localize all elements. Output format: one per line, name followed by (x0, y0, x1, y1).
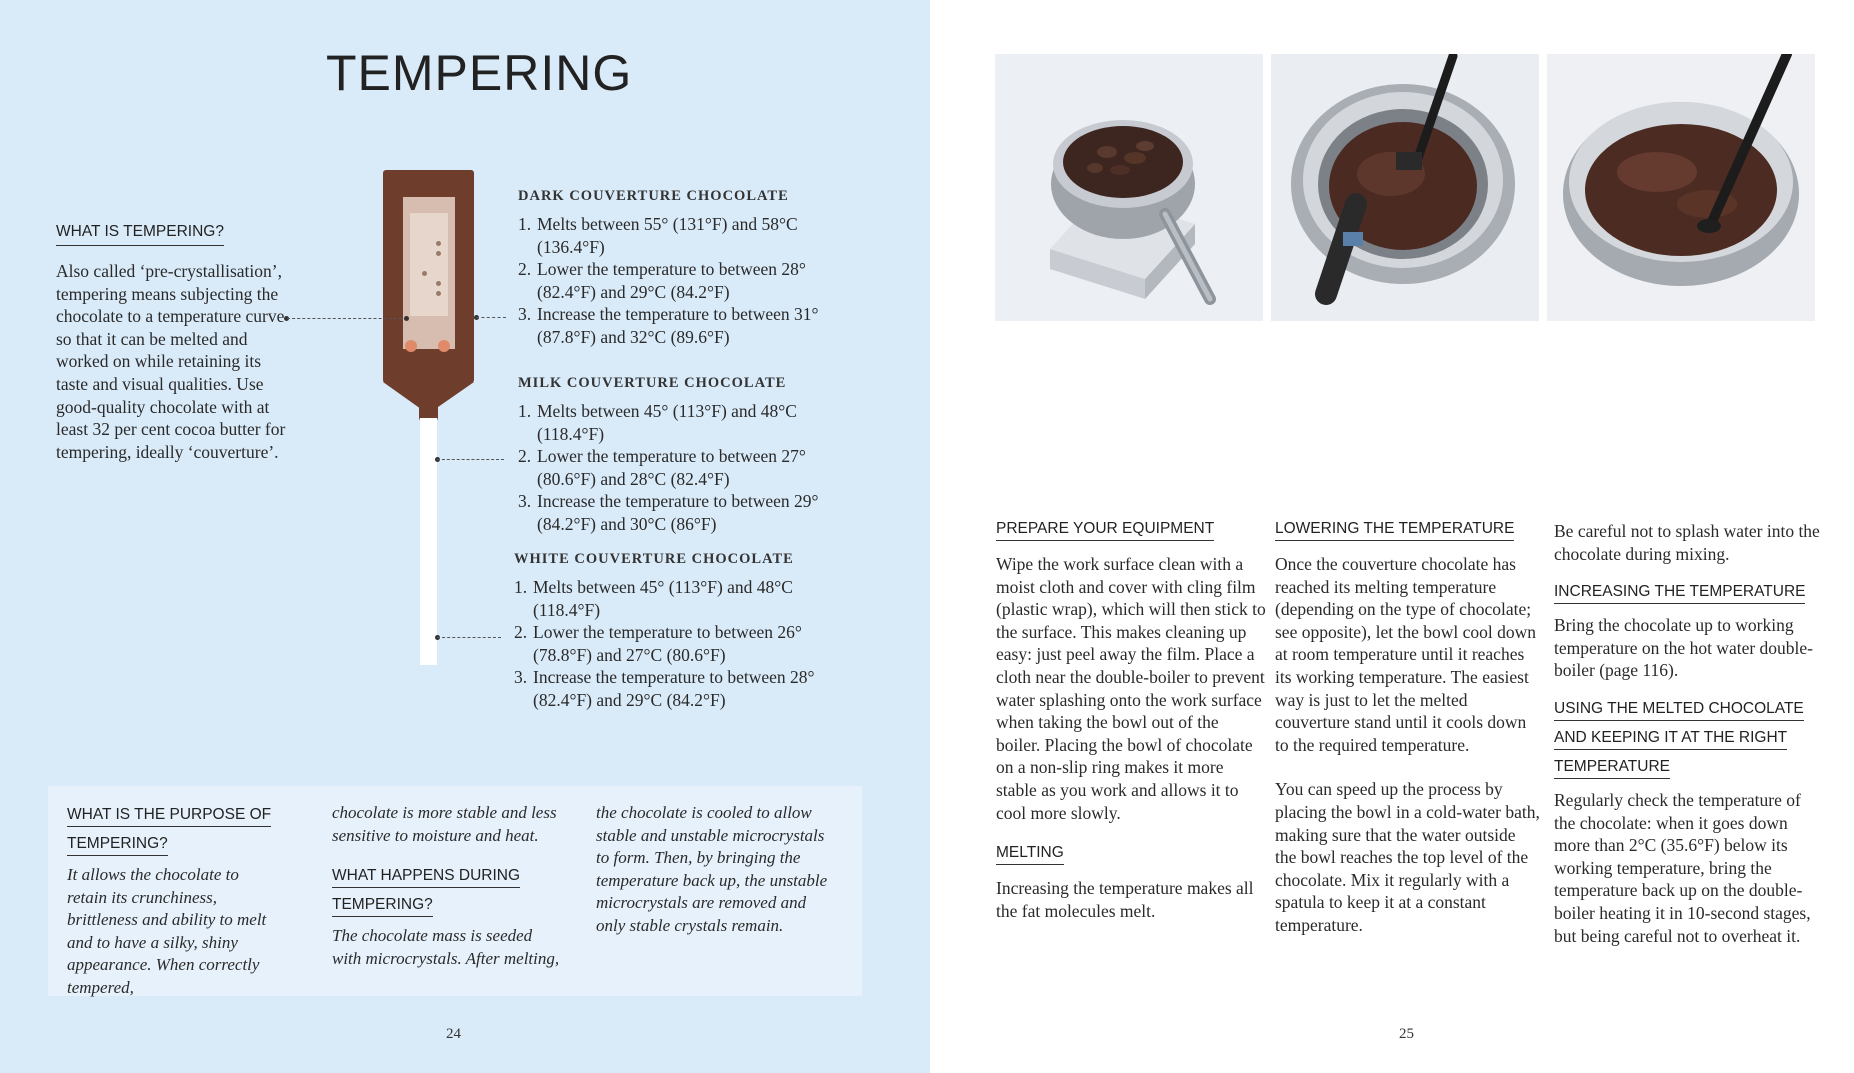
list-item (518, 490, 858, 535)
milk-chocolate-section (518, 375, 858, 536)
list-item (518, 400, 858, 445)
photo-illustration (995, 54, 1263, 321)
spatula-in-chocolate-bowl-photo (1547, 54, 1815, 321)
white-chocolate-section (514, 551, 854, 712)
step-text: Melts between 45° (113°F) and 48°C (118.4°F) (533, 577, 793, 620)
step-text: Lower the temperature to between 28° (82.4°F) and 29°C (84.2°F) (537, 259, 806, 302)
using-melted-chocolate-text: Regularly check the temperature of the chocolate: when it goes down more than 2°C (35.6°F) below its working temperature, bring the temperature back up on the double-boiler heating it in 10-second stages, but being careful not to overheat it. (1554, 789, 1811, 946)
step-number: 3. (518, 304, 532, 325)
using-heading-wrap (1554, 694, 1824, 781)
thermometer-button-icon (438, 340, 450, 352)
lowering-temperature-text-2: You can speed up the process by placing the bowl in a cold-water bath, making sure that the water outside the bowl reaches the top level of the chocolate. Mix it regularly with a spatula to keep it at a constant temperature. (1275, 779, 1540, 935)
what-happens-text: The chocolate mass is seeded with microcrystals. After melting, (332, 926, 560, 968)
step-number: 2. (518, 259, 532, 280)
display-dot (436, 251, 441, 256)
display-dot (436, 241, 441, 246)
page-number-left: 24 (446, 1026, 461, 1042)
list-item (514, 666, 854, 711)
step-number: 3. (514, 667, 528, 688)
leader-line-what-is (287, 318, 407, 319)
purpose-column-2 (332, 800, 562, 970)
purpose-text-continued: chocolate is more stable and less sensitive to moisture and heat. (332, 803, 557, 845)
melting-text: Increasing the temperature makes all the fat molecules melt. (996, 878, 1254, 921)
white-chocolate-title: WHITE COUVERTURE CHOCOLATE (514, 551, 794, 567)
step-text: Melts between 45° (113°F) and 48°C (118.4°F) (537, 401, 797, 444)
using-melted-chocolate-heading: USING THE MELTED CHOCOLATE AND KEEPING IT AT THE RIGHT TEMPERATURE (1554, 700, 1804, 779)
list-item (518, 258, 858, 303)
milk-chocolate-title: MILK COUVERTURE CHOCOLATE (518, 375, 787, 391)
right-page (930, 0, 1854, 1073)
step-number: 1. (518, 401, 532, 421)
melting-heading: MELTING (996, 844, 1064, 865)
step-text: Increase the temperature to between 31° (87.8°F) and 32°C (89.6°F) (537, 304, 819, 347)
step-text: Melts between 55° (131°F) and 58°C (136.4°F) (537, 214, 798, 257)
what-happens-text-continued: the chocolate is cooled to allow stable and unstable microcrystals to form. Then, by bringing the temperature back up, the unstable microcrystals are removed and only stable crystals remain. (596, 803, 828, 935)
leader-line-dark (476, 317, 506, 318)
thermometer-display (403, 197, 455, 349)
list-item (514, 576, 854, 621)
increasing-temperature-column (1554, 520, 1824, 947)
thermometer-in-melted-chocolate-photo (1271, 54, 1539, 321)
leader-dot (404, 316, 409, 321)
photo-illustration (1271, 54, 1539, 321)
prepare-equipment-heading: PREPARE YOUR EQUIPMENT (996, 520, 1214, 541)
lowering-temperature-text: Once the couverture chocolate has reached its melting temperature (depending on the type of chocolate; see opposite), let the bowl cool down at room temperature until it reaches its working temperature. The easiest way is just to let the melted couverture stand until it cools down to the required temperature. (1275, 554, 1536, 755)
what-is-tempering-section (56, 222, 286, 463)
step-number: 3. (518, 491, 532, 512)
purpose-box (48, 786, 862, 996)
thermometer-button-icon (405, 340, 417, 352)
purpose-text: It allows the chocolate to retain its crunchiness, brittleness and ability to melt and to have a silky, shiny appearance. When correctly tempered, (67, 865, 267, 997)
dark-chocolate-title: DARK COUVERTURE CHOCOLATE (518, 188, 789, 204)
step-text: Lower the temperature to between 26° (78.8°F) and 27°C (80.6°F) (533, 622, 802, 665)
display-dot (436, 291, 441, 296)
mixing-warning-text: Be careful not to splash water into the chocolate during mixing. (1554, 521, 1820, 564)
list-item (514, 621, 854, 666)
step-number: 1. (518, 214, 532, 234)
display-dot (422, 271, 427, 276)
purpose-column-1 (67, 800, 282, 1000)
lowering-temperature-column (1275, 514, 1540, 937)
thermometer-probe (420, 418, 437, 665)
increasing-temperature-heading: INCREASING THE TEMPERATURE (1554, 583, 1805, 604)
prepare-equipment-text: Wipe the work surface clean with a moist cloth and cover with cling film (plastic wrap), which will then stick to the surface. This makes cleaning up easy: just peel away the film. Place a cloth near the double-boiler to prevent water splashing onto the work surface when taking the bowl out of the boiler. Placing the bowl of chocolate on a non-slip ring makes it more stable as you work and allows it to cool more slowly. (996, 554, 1266, 823)
dark-chocolate-section (518, 188, 858, 349)
step-text: Lower the temperature to between 27° (80.6°F) and 28°C (82.4°F) (537, 446, 806, 489)
what-is-tempering-body: Also called ‘pre-crystallisation’, tempering means subjecting the chocolate to a temperature curve so that it can be melted and worked on while retaining its taste and visual qualities. Use good-quality chocolate with at least 32 per cent cocoa butter for tempering, ideally ‘couverture’. (56, 261, 286, 462)
increasing-temperature-text: Bring the chocolate up to working temperature on the hot water double-boiler (page 116). (1554, 615, 1813, 681)
page-number-right: 25 (1399, 1026, 1414, 1042)
prepare-equipment-column (996, 514, 1266, 922)
happens-heading-wrap (332, 861, 562, 919)
thermometer-head (383, 170, 474, 383)
chocolate-pan-on-stove-photo (995, 54, 1263, 321)
list-item (518, 213, 858, 258)
increasing-heading-wrap (1554, 577, 1824, 606)
step-text: Increase the temperature to between 28° (82.4°F) and 29°C (84.2°F) (533, 667, 815, 710)
display-dot (436, 281, 441, 286)
leader-line-white (437, 637, 501, 638)
list-item (518, 303, 858, 348)
photo-illustration (1547, 54, 1815, 321)
page-title: TEMPERING (326, 45, 633, 101)
thermometer-screen (410, 213, 448, 316)
purpose-column-3 (596, 800, 836, 938)
purpose-heading: WHAT IS THE PURPOSE OF TEMPERING? (67, 806, 271, 856)
step-number: 2. (514, 622, 528, 643)
step-number: 2. (518, 446, 532, 467)
leader-line-milk (437, 459, 504, 460)
melting-heading-wrap (996, 838, 1266, 867)
step-text: Increase the temperature to between 29° (84.2°F) and 30°C (86°F) (537, 491, 819, 534)
step-number: 1. (514, 577, 528, 597)
what-is-tempering-heading: WHAT IS TEMPERING? (56, 222, 224, 246)
list-item (518, 445, 858, 490)
lowering-temperature-heading: LOWERING THE TEMPERATURE (1275, 520, 1514, 541)
what-happens-heading: WHAT HAPPENS DURING TEMPERING? (332, 867, 520, 917)
